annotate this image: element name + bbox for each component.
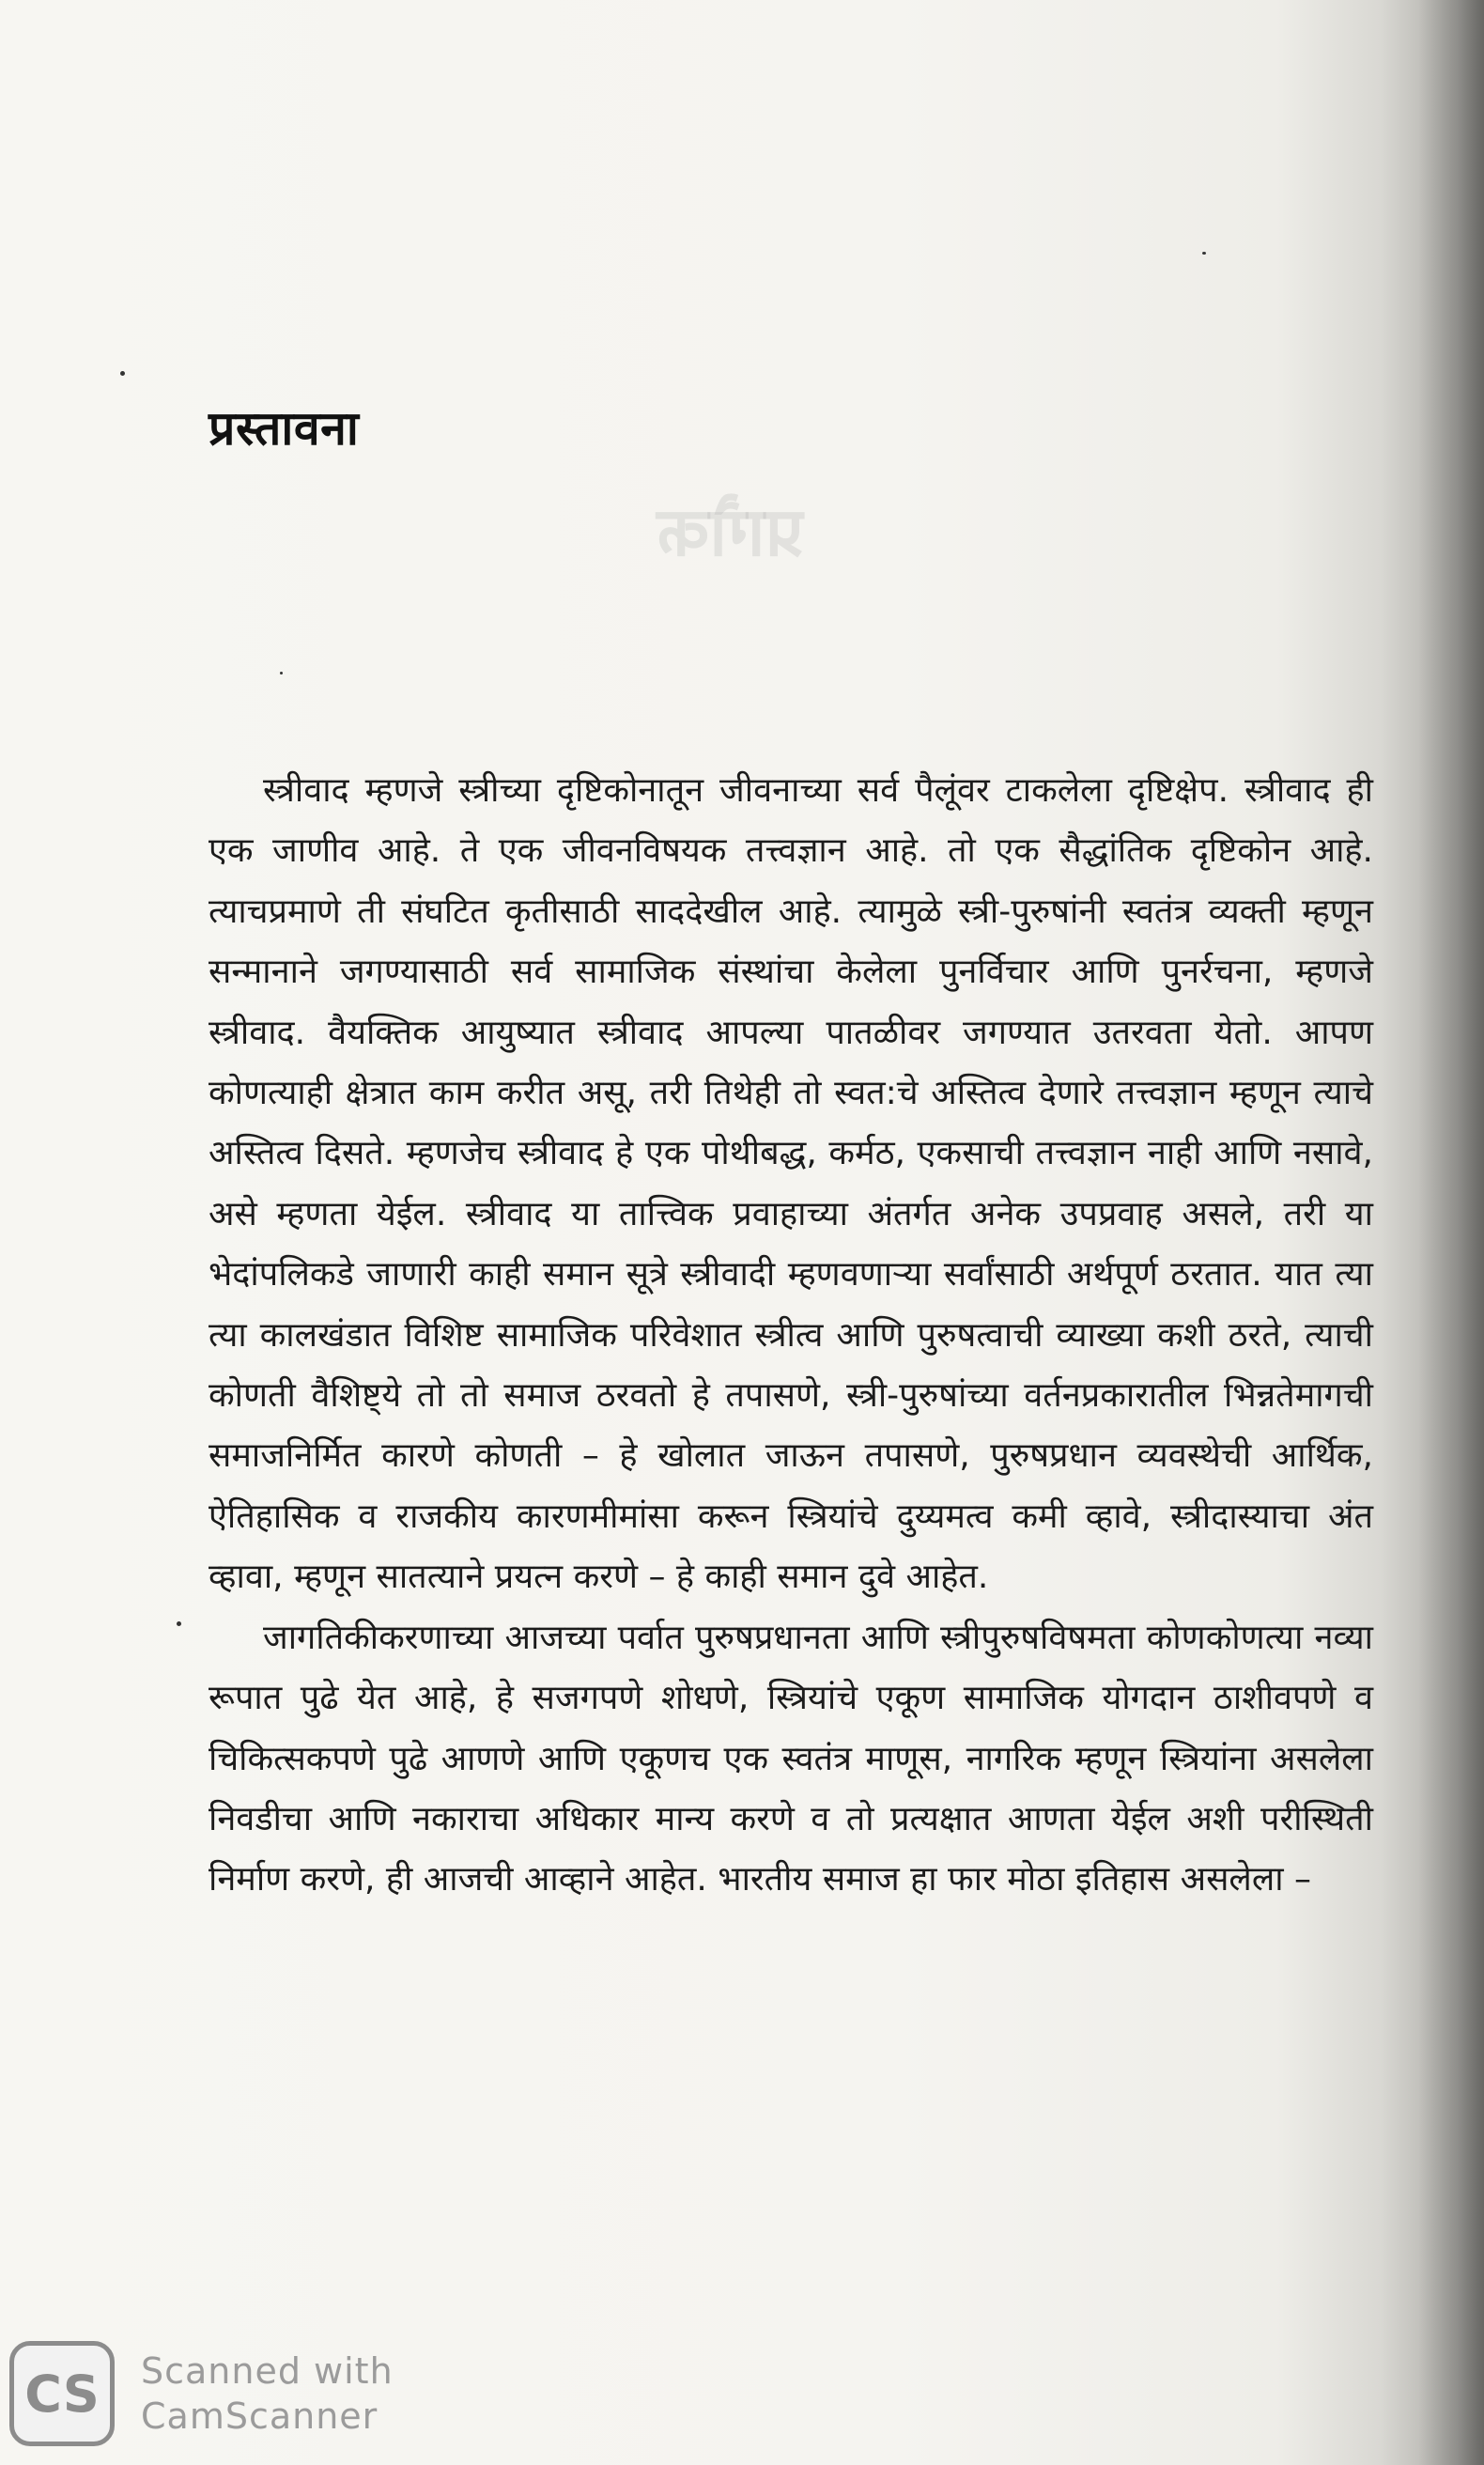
watermark-text	[141, 2349, 394, 2439]
bleed-through-text: प्रागैक	[657, 492, 804, 571]
speck	[120, 371, 125, 376]
watermark-line-1: Scanned with	[141, 2350, 394, 2392]
speck	[177, 1621, 181, 1626]
paragraph-1: स्त्रीवाद म्हणजे स्त्रीच्या दृष्टिकोनातून जीवनाच्या सर्व पैलूंवर टाकलेला दृष्टिक्षेप. स्त्रीवाद ही एक जाणीव आहे. ते एक जीवनविषयक तत्त्वज्ञान आहे. तो एक सैद्धांतिक दृष्टिकोन आहे. त्याचप्रमाणे ती संघटित कृतीसाठी साददेखील आहे. त्यामुळे स्त्री-पुरुषांनी स्वतंत्र व्यक्ती म्हणून सन्मानाने जगण्यासाठी सर्व सामाजिक संस्थांचा केलेला पुनर्विचार आणि पुनर्रचना, म्हणजे स्त्रीवाद. वैयक्तिक आयुष्यात स्त्रीवाद आपल्या पातळीवर जगण्यात उतरवता येतो. आपण कोणत्याही क्षेत्रात काम करीत असू, तरी तिथेही तो स्वत:चे अस्तित्व देणारे तत्त्वज्ञान म्हणून त्याचे अस्तित्व दिसते. म्हणजेच स्त्रीवाद हे एक पोथीबद्ध, कर्मठ, एकसाची तत्त्वज्ञान नाही आणि नसावे, असे म्हणता येईल. स्त्रीवाद या तात्त्विक प्रवाहाच्या अंतर्गत अनेक उपप्रवाह असले, तरी या भेदांपलिकडे जाणारी काही समान सूत्रे स्त्रीवादी म्हणवणाऱ्या सर्वांसाठी अर्थपूर्ण ठरतात. यात त्या त्या कालखंडात विशिष्ट सामाजिक परिवेशात स्त्रीत्व आणि पुरुषत्वाची व्याख्या कशी ठरते, त्याची कोणती वैशिष्ट्ये तो तो समाज ठरवतो हे तपासणे, स्त्री-पुरुषांच्या वर्तनप्रकारातील भिन्नतेमागची समाजनिर्मित कारणे कोणती – हे खोलात जाऊन तपासणे, पुरुषप्रधान व्यवस्थेची आर्थिक, ऐतिहासिक व राजकीय कारणमीमांसा करून स्त्रियांचे दुय्यमत्व कमी व्हावे, स्त्रीदास्याचा अंत व्हावा, म्हणून सातत्याने प्रयत्न करणे – हे काही समान दुवे आहेत.	[209, 771, 1373, 1597]
camscanner-logo-icon: CS	[9, 2341, 115, 2446]
speck	[280, 672, 283, 674]
paragraph-2: जागतिकीकरणाच्या आजच्या पर्वात पुरुषप्रधानता आणि स्त्रीपुरुषविषमता कोणकोणत्या नव्या रूपात पुढे येत आहे, हे सजगपणे शोधणे, स्त्रियांचे एकूण सामाजिक योगदान ठाशीवपणे व चिकित्सकपणे पुढे आणणे आणि एकूणच एक स्वतंत्र माणूस, नागरिक म्हणून स्त्रियांना असलेला निवडीचा आणि नकाराचा अधिकार मान्य करणे व तो प्रत्यक्षात आणता येईल अशी परीस्थिती निर्माण करणे, ही आजची आव्हाने आहेत. भारतीय समाज हा फार मोठा इतिहास असलेला –	[209, 1618, 1373, 1899]
camscanner-watermark	[0, 2337, 394, 2450]
book-spine-shadow	[1418, 0, 1484, 2465]
page-heading: प्रस्तावना	[209, 401, 360, 456]
body-text	[209, 761, 1373, 1911]
watermark-line-2: CamScanner	[141, 2395, 379, 2437]
speck	[1202, 252, 1206, 255]
